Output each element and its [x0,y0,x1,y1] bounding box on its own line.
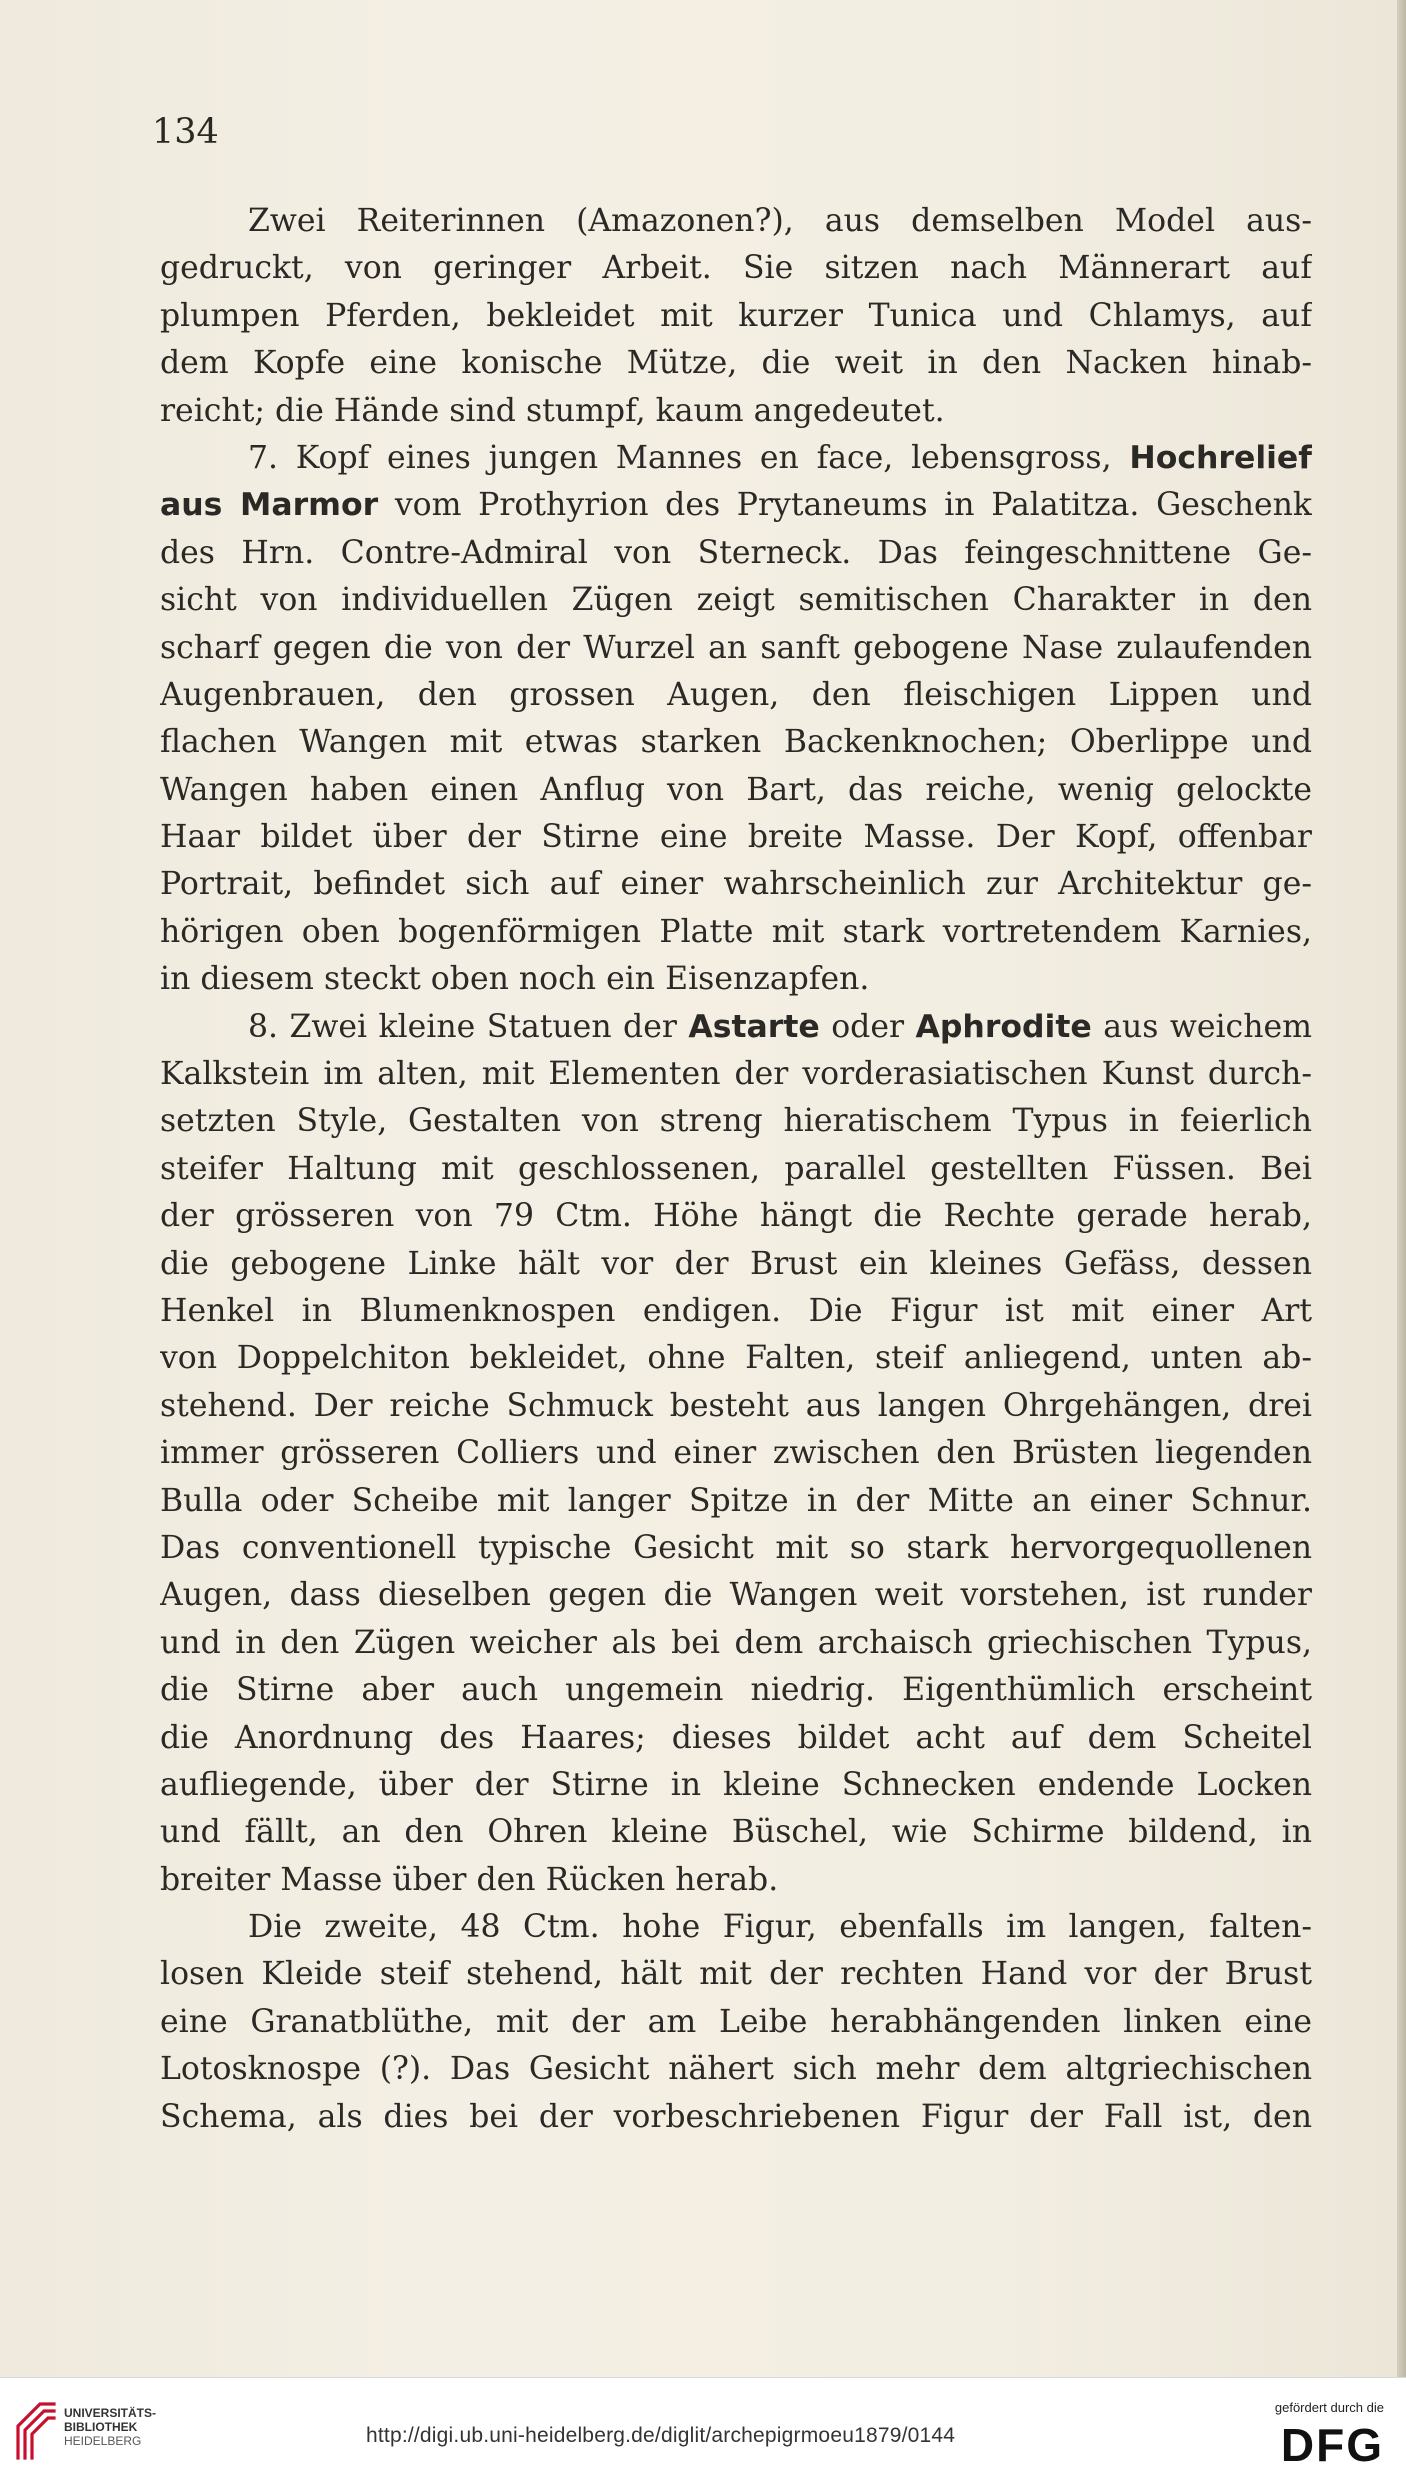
emphasized-term: Astarte [688,1008,820,1045]
line-text: hörigen oben bogenförmigen Platte mit stark vortretendem Karnies, [160,913,1312,950]
text-line [160,1999,1312,2046]
line-text: die Anordnung des Haares; dieses bildet acht auf dem Scheitel [160,1719,1312,1756]
text-line [160,1572,1312,1619]
text-line [160,577,1312,624]
body-text [160,198,1312,2141]
text-line [160,767,1312,814]
line-text: des Hrn. Contre-Admiral von Sterneck. Das feingeschnittene Ge- [160,534,1312,571]
line-text: scharf gegen die von der Wurzel an sanft gebogene Nase zulaufenden [160,629,1312,666]
text-line [160,340,1312,387]
text-line [160,1762,1312,1809]
text-line [160,1525,1312,1572]
line-text: flachen Wangen mit etwas starken Backenknochen; Oberlippe und [160,724,1312,761]
line-text: steifer Haltung mit geschlossenen, parallel gestellten Füssen. Bei [160,1150,1312,1187]
text-line [160,1051,1312,1098]
text-line [160,1146,1312,1193]
line-text: der grösseren von 79 Ctm. Höhe hängt die Rechte gerade herab, [160,1198,1312,1235]
line-text: oder [831,1008,905,1045]
page-number: 134 [152,112,219,152]
text-line [160,482,1312,529]
text-line [160,1478,1312,1525]
text-line [160,672,1312,719]
library-name-line3: HEIDELBERG [64,2434,142,2448]
line-text: eine Granatblüthe, mit der am Leibe herabhängenden linken eine [160,2003,1312,2040]
line-text: Zwei Reiterinnen (Amazonen?), aus demselben Model aus- [248,203,1312,239]
line-text: Lotosknospe (?). Das Gesicht nähert sich mehr dem altgriechischen [160,2051,1312,2088]
line-text: Haar bildet über der Stirne eine breite Masse. Der Kopf, offenbar [160,819,1312,856]
line-text: die gebogene Linke hält vor der Brust ein kleines Gefäss, dessen [160,1245,1312,1282]
text-line [160,1667,1312,1714]
text-line [160,1620,1312,1667]
line-text: Kalkstein im alten, mit Elementen der vorderasiatischen Kunst durch- [160,1056,1312,1093]
line-text: die Stirne aber auch ungemein niedrig. Eigenthümlich erscheint [160,1672,1312,1709]
text-line [160,245,1312,292]
text-line [160,1004,1312,1051]
line-text: Henkel in Blumenknospen endigen. Die Figur ist mit einer Art [160,1292,1312,1329]
line-text: aufliegende, über der Stirne in kleine Schnecken endende Locken [160,1766,1312,1803]
line-text: Bulla oder Scheibe mit langer Spitze in der Mitte an einer Schnur. [160,1482,1312,1519]
line-text: stehend. Der reiche Schmuck besteht aus langen Ohrgehängen, drei [160,1387,1312,1424]
line-text: setzten Style, Gestalten von streng hieratischem Typus in feierlich [160,1103,1312,1140]
text-line [160,1383,1312,1430]
digital-copy-url-link[interactable]: http://digi.ub.uni-heidelberg.de/diglit/archepigrmoeu1879/0144 [366,2424,956,2447]
line-text: losen Kleide steif stehend, hält mit der rechten Hand vor der Brust [160,1956,1312,1993]
text-line [160,814,1312,861]
line-text: immer grösseren Colliers und einer zwischen den Brüsten liegenden [160,1435,1312,1472]
text-line [160,1809,1312,1856]
line-text: und in den Zügen weicher als bei dem archaisch griechischen Typus, [160,1624,1312,1661]
text-line [160,1857,1312,1904]
line-text: in diesem steckt oben noch ein Eisenzapfen. [160,961,870,998]
line-text: von Doppelchiton bekleidet, ohne Falten, steif anliegend, unten ab- [160,1340,1312,1377]
line-text: 8. Zwei kleine Statuen der [248,1008,677,1045]
text-line [160,1951,1312,1998]
footer-bar [0,2377,1406,2480]
library-name-line1: UNIVERSITÄTS- [64,2406,157,2420]
text-line [160,2094,1312,2141]
line-text: breiter Masse über den Rücken herab. [160,1861,779,1898]
library-name-line2: BIBLIOTHEK [64,2420,138,2434]
line-text: Augenbrauen, den grossen Augen, den fleischigen Lippen und [160,676,1312,713]
text-line [160,530,1312,577]
line-text: plumpen Pferden, bekleidet mit kurzer Tunica und Chlamys, auf [160,297,1312,334]
text-line [160,956,1312,1003]
line-text: sicht von individuellen Zügen zeigt semitischen Charakter in den [160,582,1312,619]
line-text: Augen, dass dieselben gegen die Wangen weit vorstehen, ist runder [160,1577,1312,1614]
line-text: reicht; die Hände sind stumpf, kaum angedeutet. [160,392,945,429]
text-line [160,1904,1312,1951]
line-text: Wangen haben einen Anflug von Bart, das reiche, wenig gelockte [160,771,1312,808]
page-edge [1397,0,1406,2377]
text-line [160,1241,1312,1288]
text-line [160,909,1312,956]
line-text: dem Kopfe eine konische Mütze, die weit in den Nacken hinab- [160,345,1312,382]
line-text: aus weichem [1103,1008,1312,1045]
university-library-logo-icon[interactable] [14,2400,58,2462]
line-text: Die zweite, 48 Ctm. hohe Figur, ebenfalls im langen, falten- [248,1909,1312,1946]
text-line [160,388,1312,435]
text-line [160,719,1312,766]
text-line [160,625,1312,672]
text-line [160,1335,1312,1382]
text-line [160,1715,1312,1762]
line-text: 7. Kopf eines jungen Mannes en face, lebensgross, [248,439,1112,476]
line-text: Schema, als dies bei der vorbeschriebenen Figur der Fall ist, den [160,2098,1312,2135]
university-library-name[interactable] [64,2406,156,2448]
line-text: vom Prothyrion des Prytaneums in Palatitza. Geschenk [394,487,1312,524]
line-text: Portrait, befindet sich auf einer wahrscheinlich zur Architektur ge- [160,866,1312,903]
text-line [160,861,1312,908]
dfg-logo-icon[interactable]: DFG [1280,2419,1384,2471]
emphasized-term: Hochrelief [1129,439,1312,476]
text-line [160,1430,1312,1477]
emphasized-term: Aphrodite [915,1008,1092,1045]
line-text: und fällt, an den Ohren kleine Büschel, wie Schirme bildend, in [160,1814,1312,1851]
line-text: Das conventionell typische Gesicht mit so stark hervorgequollenen [160,1529,1312,1566]
text-line [160,2046,1312,2093]
text-line [160,198,1312,245]
emphasized-term: aus Marmor [160,487,379,524]
text-line [160,1193,1312,1240]
line-text: gedruckt, von geringer Arbeit. Sie sitzen nach Männerart auf [160,250,1312,287]
funding-caption: gefördert durch die [1274,2400,1384,2415]
text-line [160,1098,1312,1145]
text-line [160,293,1312,340]
text-line [160,435,1312,482]
text-line [160,1288,1312,1335]
